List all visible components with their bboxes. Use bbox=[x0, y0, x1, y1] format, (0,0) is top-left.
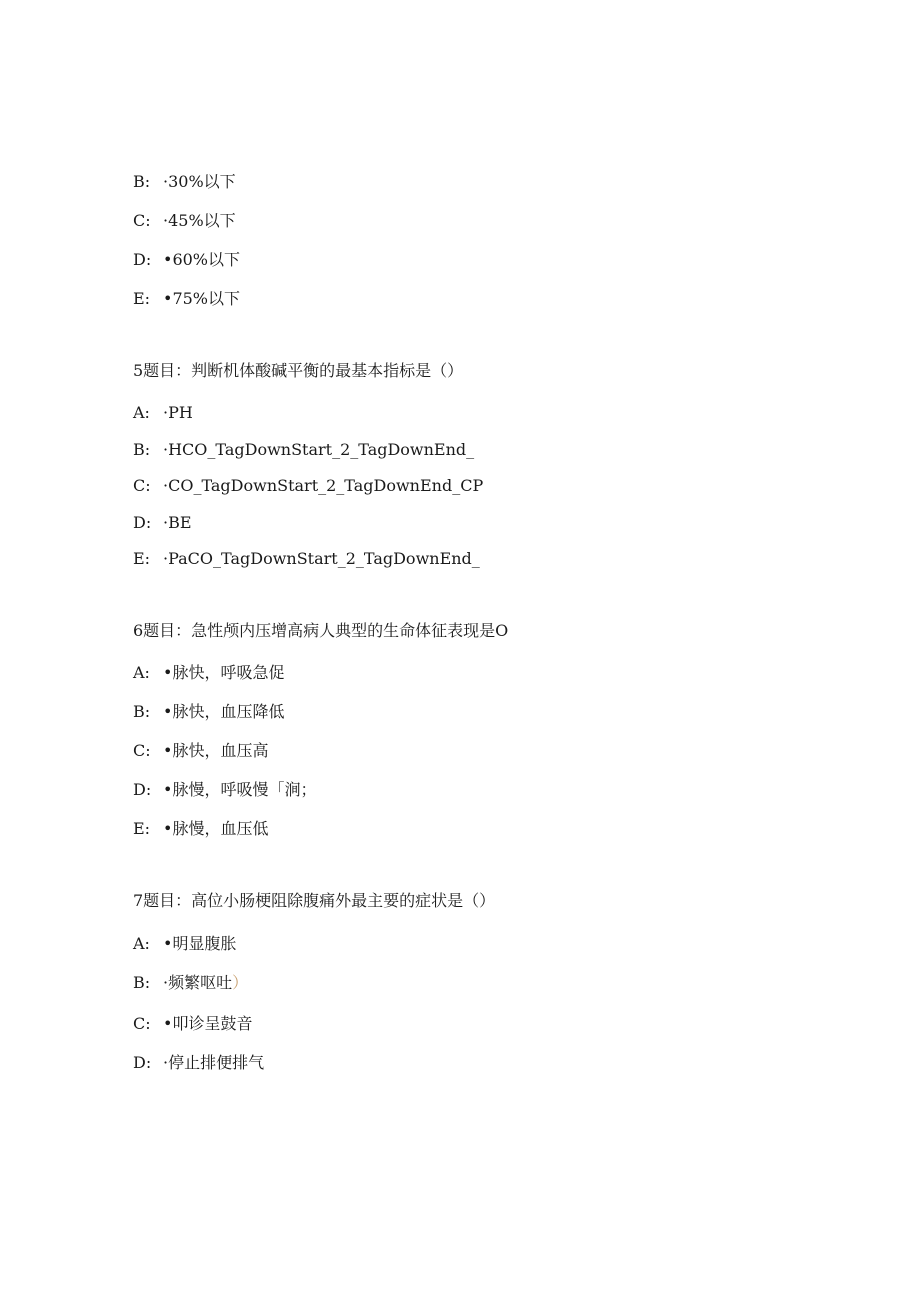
q7-option-c bbox=[133, 1014, 252, 1034]
option-letter: D: bbox=[133, 513, 152, 532]
option-letter: B: bbox=[133, 172, 151, 191]
option-letter: B: bbox=[133, 973, 151, 992]
option-letter: C: bbox=[133, 1014, 151, 1033]
option-text: ·30%以下 bbox=[163, 172, 236, 191]
option-text: •60%以下 bbox=[163, 250, 241, 269]
q4-option-d bbox=[133, 250, 240, 270]
option-text: ·PH bbox=[163, 403, 193, 422]
option-text: ·频繁呕吐 bbox=[163, 973, 233, 992]
q5-option-b bbox=[133, 440, 474, 460]
q6-title: 6题目：急性颅内压增高病人典型的生命体征表现是O bbox=[133, 621, 509, 640]
option-text: ·HCO_TagDownStart_2_TagDownEnd_ bbox=[163, 440, 475, 459]
option-text: •脉快，血压降低 bbox=[163, 702, 285, 721]
option-text: •脉慢，呼吸慢「涧； bbox=[163, 780, 317, 799]
q6-option-c bbox=[133, 741, 268, 761]
option-letter: A: bbox=[133, 663, 150, 682]
option-letter: A: bbox=[133, 403, 150, 422]
option-text: •叩诊呈鼓音 bbox=[163, 1014, 253, 1033]
q4-option-b bbox=[133, 172, 236, 192]
option-text: •75%以下 bbox=[163, 289, 241, 308]
q7-option-b bbox=[133, 973, 248, 993]
option-letter: D: bbox=[133, 780, 152, 799]
q5-option-e bbox=[133, 549, 480, 569]
q5-option-c bbox=[133, 476, 483, 496]
q6-option-d bbox=[133, 780, 316, 800]
option-text: •脉快，血压高 bbox=[163, 741, 269, 760]
option-letter: D: bbox=[133, 250, 152, 269]
option-text: ·停止排便排气 bbox=[163, 1053, 265, 1072]
option-letter: C: bbox=[133, 476, 151, 495]
option-text: •脉快，呼吸急促 bbox=[163, 663, 285, 682]
option-letter: E: bbox=[133, 289, 151, 308]
option-letter: A: bbox=[133, 934, 150, 953]
option-letter: D: bbox=[133, 1053, 152, 1072]
option-letter: E: bbox=[133, 819, 151, 838]
option-letter: C: bbox=[133, 741, 151, 760]
option-text: ·PaCO_TagDownStart_2_TagDownEnd_ bbox=[163, 549, 480, 568]
option-letter: E: bbox=[133, 549, 151, 568]
q7-title: 7题目：高位小肠梗阻除腹痛外最主要的症状是（） bbox=[133, 891, 496, 910]
option-text: ·BE bbox=[163, 513, 192, 532]
option-letter: B: bbox=[133, 702, 151, 721]
option-text: ·CO_TagDownStart_2_TagDownEnd_CP bbox=[163, 476, 484, 495]
q5-option-d bbox=[133, 513, 192, 533]
option-text: •明显腹胀 bbox=[163, 934, 237, 953]
q4-option-e bbox=[133, 289, 240, 309]
option-letter: B: bbox=[133, 440, 151, 459]
option-text: ·45%以下 bbox=[163, 211, 236, 230]
q4-option-c bbox=[133, 211, 236, 231]
q5-option-a bbox=[133, 403, 193, 423]
option-text: •脉慢，血压低 bbox=[163, 819, 269, 838]
stray-paren-mark: ） bbox=[232, 973, 249, 992]
q6-option-b bbox=[133, 702, 284, 722]
q6-option-e bbox=[133, 819, 268, 839]
q6-option-a bbox=[133, 663, 284, 683]
option-letter: C: bbox=[133, 211, 151, 230]
q5-title: 5题目：判断机体酸碱平衡的最基本指标是（） bbox=[133, 361, 464, 380]
q7-option-a bbox=[133, 934, 236, 954]
q7-option-d bbox=[133, 1053, 264, 1073]
